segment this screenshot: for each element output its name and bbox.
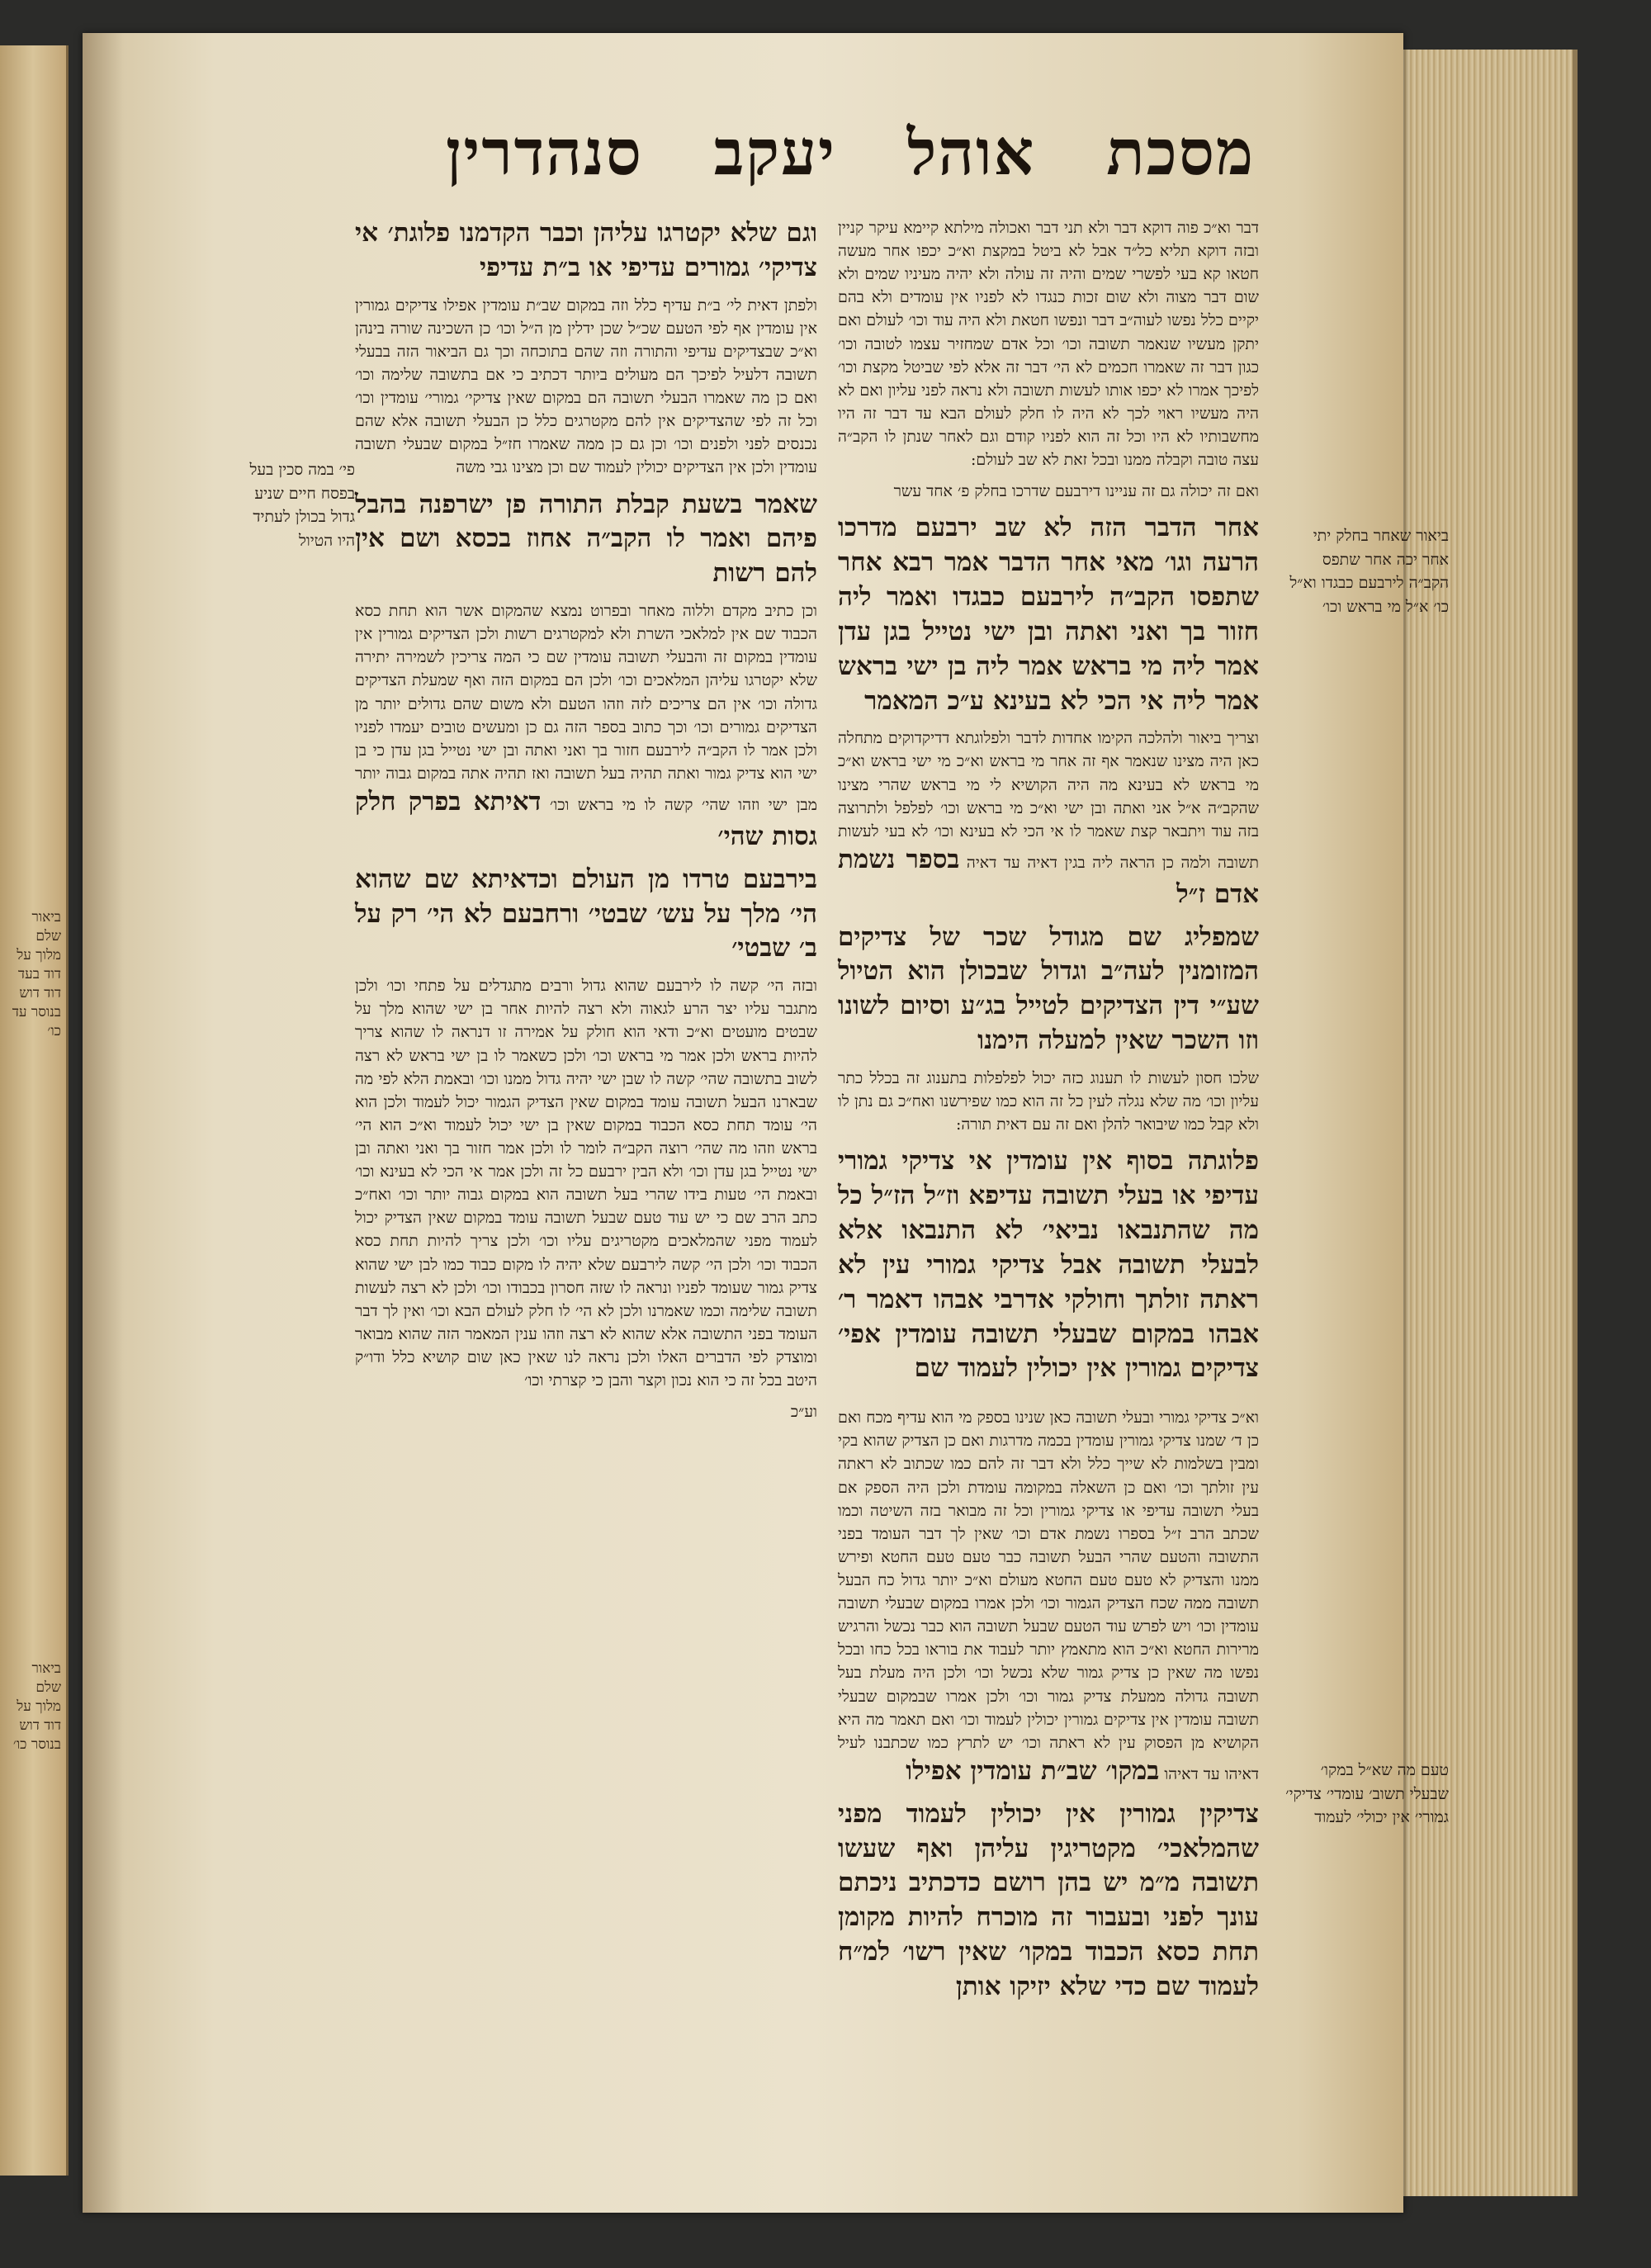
main-text-block: פלוגתה בסוף אין עומדין אי צדיקי גמורי עדיפי או בעלי תשובה עדיפא וז״ל הז״ל כל מה שהתנבאו נביאי׳ לא התנבאו אלא לבעלי תשובה אבל צדיקי גמורי עין לא ראתה זולתך וחולקי אדרבי אבהו דאמר ר׳ אבהו במקום שבעלי תשובה עומדין אפי׳ צדיקים גמורין אין יכולין לעמוד שם (838, 1146, 1259, 1384)
commentary-block: ואם זה יכולה גם זה עניינו דירבעם שדרכו בחלק פ׳ אחד עשר (893, 482, 1259, 501)
commentary-block (838, 1406, 1259, 1788)
main-text-block: צדיקין גמורין אין יכולין לעמוד מפני שהמלאכי׳ מקטריגין עליהן ואף שעשו תשובה מ״מ יש בהן רושם כדכתיב ניכתם עונך לפני ובעבור זה מוכרח להיות מקומן תחת כסא הכבוד במקו׳ שאין רשו׳ למ״ח לעמוד שם כדי שלא יזיקו אותן (838, 1798, 1259, 2001)
commentary-block (355, 599, 817, 855)
main-text-inline: במקו׳ שב״ת עומדין אפילו (906, 1755, 1160, 1786)
commentary-block: וע״כ (790, 1403, 817, 1422)
commentary-block: דבר וא״כ פוה דוקא דבר ולא תני דבר ואכולה מילתא קיימא עיקר קניין ובזה דוקא תליא כל״ד אבל לא ביטל במקצת וא״כ יכפו אחר מעשה חטאו קא בעי לפשרי שמים והיה זה עולה ולא יהיה מעיניו שמים ולא שום דבר מצוה ולא שום זכות כנגדו לא לפניו אין עומדים ולא בהם יקיים כלל נפשו לעוה״ב דבר ונפשו חטאת ולא היה עוד וכו׳ לעולם ואם יתקן מעשיו שנאמר תשובה וכו׳ וכל אדם שמחזיר עצמו לטובה וכו׳ כגון דבר זה שאמרו חכמים לא הי׳ דבר זה אלא לפי שביטל מקצת וכו׳ לפיכך אמרו לא יכפו אותו לעשות תשובה ולא נראה לפני עליון ואם לא היה מעשיו ראוי לכך לא היה לו חלק לעולם הבא עד דבר זה היו מחשבותיו לא היו וכל זה הוא לפניו קודם וגם לאחר שנתן לו הקב״ה עצה טובה וקבלה ממנו ובכל זאת לא שב לעולם: (838, 219, 1259, 470)
left-margin-note: פי׳ במה סכין בעל בפסח חיים שניע גדול בכולן לעתיד היו הטיול (249, 461, 355, 550)
right-margin-note-upper: ביאור שאחר בחלק יתי אחר יכה אחר שתפס הקב״ה לירבעם כבגדו וא״ל כו׳ א״ל מי בראש וכו׳ (1289, 527, 1449, 616)
commentary-text: וצריך ביאור ולהלכה הקימו אחדות לדבר ולפלוגתא דדיקדוקים מתחלה כאן היה מצינו שנאמר אף זה אחר מי בראש וא״כ מי ישי בראש וא״כ מי בראש לא בעינא מה היה הקושיא לי מי בראש שהרי מצינו שהקב״ה א״ל אני ואתה ובן ישי וא״כ מי בראש וכו׳ לפלפל ולתרוצה בזה עוד ויתבאר קצת שאמר לו אי הכי לא בעינא וכו׳ לא בעי לעשות תשובה ולמה כן הראה ליה בגין דאיה עד דאיה (838, 729, 1259, 872)
book-fore-edge (1395, 50, 1578, 2196)
commentary-block: שלכו חסון לעשות לו תענוג כזה יכול לפלפלות בתענוג זה בכלל כתר עליון וכו׳ מה שלא נגלה לעין כל זה הוא כמו שפירשנו ואח״כ גם נתן לו ולא קבל כמו שיבואר להלן ואם זה עם דאית תורה: (838, 1068, 1260, 1134)
right-text-column (838, 216, 1259, 2013)
commentary-text: וא״כ צדיקי גמורי ובעלי תשובה כאן שנינו בספק מי הוא עדיף מכח ואם כן ד׳ שמנו צדיקי גמורין עומדין בכמה מדרגות ואם כן הצדיק שהוא בקי ומבין בשלמות לא שייך כלל ולא דבר זה להם כמו שכתוב לא ראתה עין זולתך וכו׳ ואם כן השאלה במקומה עומדת ולכן היה הספק אם בעלי תשובה עדיפי או צדיקי גמורין וכל זה מבואר בזה השיטה וכמו שכתב הרב ז״ל בספרו נשמת אדם וכו׳ שאין לך דבר העומד בפני התשובה והטעם שהרי הבעל תשובה כבר טעם טעם החטא ופירש ממנו והצדיק לא טעם טעם החטא מעולם וא״כ יותר גדול כח הבעל תשובה ממה שכח הצדיק הגמור וכו׳ ולכן אמרו במקום שבעלי תשובה עומדין וכו׳ ויש לפרש עוד הטעם שבעל תשובה הוא כבר נכשל והרגיש מרירות החטא וא״כ הוא מתאמץ יותר לעבוד את בוראו בכל כחו ובכל נפשו מה שאין כן צדיק גמור שלא נכשל וכו׳ ולכן היה מעלת בעל תשובה גדולה ממעלת צדיק גמור וכו׳ ולכן אמרו שבמקום שבעלי תשובה עומדין אין צדיקים גמורין יכולין לעמוד וכו׳ ואם תאמר מה היא הקושיא מן הפסוק עין לא ראתה וכו׳ יש לתרץ כמו שכתבנו לעיל דאיהו עד דאיהו (838, 1409, 1259, 1783)
gutter-shadow (83, 33, 124, 2213)
main-text-block: שמפליג שם מגודל שכר של צדיקים המזומנין לעה״ב וגדול שבכולן הוא הטיול שע״י דין הצדיקים לטייל בג״ע וסיום לשונו וזו השכר שאין למעלה הימנו (838, 921, 1259, 1056)
previous-page-edge (0, 45, 69, 2176)
header-word-sanhedrin: סנהדרין (446, 116, 643, 189)
header-word-masechet: מסכת (1106, 116, 1255, 189)
previous-page-note-upper: ביאור שלם מלוך על דוד בעד דוד דוש בנוסר עד כו׳ (12, 909, 61, 1039)
main-text-block: אחר הדבר הזה לא שב ירבעם מדרכו הרעה וגו׳ מאי אחר הדבר אמר רבא אחר שתפסו הקב״ה לירבעם כבגדו ואמר ליה חזור בך ואני ואתה ובן ישי נטייל בגן עדן אמר ליה מי בראש אמר ליה בן ישי בראש אמר ליה אי הכי לא בעינא ע״כ המאמר (838, 513, 1259, 716)
main-text-block: בירבעם טרדו מן העולם וכדאיתא שם שהוא הי׳ מלך על עש׳ שבטי׳ ורחבעם לא הי׳ רק על ב׳ שבטי׳ (355, 864, 817, 964)
main-text-inline: בספר נשמת אדם ז״ל (838, 844, 1259, 909)
main-text-block: שאמר בשעת קבלת התורה פן ישרפנה בהבל פיהם ואמר לו הקב״ה אחוז בכסא ושם אין להם רשות (355, 489, 817, 589)
commentary-block: ובזה הי׳ קשה לו לירבעם שהוא גדול ורבים מתגדלים על פתחי וכו׳ ולכן מתגבר עליו יצר הרע לגאוה ולא רצה להיות אחר בן ישי שהוא מלך על שבטים מועטים וא״כ ודאי הוא חולק על אמירה זו דנראה לו שהוא צריך להיות בראש ולכן אמר מי בראש וכו׳ ולכן כשאמר לו בן ישי בראש לא רצה לשוב בתשובה שהי׳ קשה לו שבן ישי יהיה גדול ממנו וכו׳ ובאמת הלא לפי מה שבארנו הבעל תשובה עומד במקום שאין הצדיק הגמור יכול לעמוד ולכן הוא הי׳ עומד תחת כסא הכבוד במקום שאין בן ישי יכול לעמוד וא״כ הוא הי׳ בראש וזהו מה שהי׳ רוצה הקב״ה לומר לו ולכן אמר חזור בך ואני ואתה ובן ישי נטייל בגן עדן וכו׳ ולא הבין ירבעם כל זה ולכן אמר אי הכי לא בעינא וכו׳ ובאמת הי׳ טעות בידו שהרי בעל תשובה הוא במקום גבוה יותר וכו׳ ואח״כ כתב הרב שם כי יש עוד טעם שבעל תשובה עומד במקום שאין הצדיק יכול לעמוד מפני שהמלאכים מקטריגים עליו וכו׳ ולכן צריך להיות תחת כסא הכבוד וכו׳ ולכן הי׳ קשה לירבעם שלא יהיה לו מקום כבוד כמו לבן ישי שהוא צדיק גמור שעומד לפניו ונראה לו שזה חסרון בכבודו וכו׳ ולכן לא רצה לעשות תשובה שלימה וכמו שאמרנו ולכן לא הי׳ לו חלק לעולם הבא וכו׳ ואין לך דבר העומד בפני התשובה אלא שהוא לא רצה וזהו ענין המאמר הזה שהוא מבואר ומוצדק לפי הדברים האלו ולכן נראה לנו שאין כאן שום קושיא כלל ודו״ק היטב בכל זה כי הוא נכון וקצר והבן כי קצרתי וכו׳ (355, 977, 817, 1390)
header-word-ohel: אוהל (906, 116, 1036, 189)
right-margin-note-lower: טעם מה שא״ל במקו׳ שבעלי תשוב׳ עומדי׳ צדיקי׳ גמורי׳ אין יכולי׳ לעמוד (1285, 1761, 1449, 1826)
previous-page-note-lower: ביאור שלם מלוך על דוד דוש בנוסר כו׳ (12, 1660, 61, 1753)
main-text-inline: דאיתא בפרק חלק גסות שהי׳ (355, 786, 817, 851)
running-header (446, 116, 1255, 190)
header-word-yaakov: יעקב (713, 116, 836, 189)
commentary-block (838, 727, 1259, 911)
left-text-column (355, 216, 817, 1432)
commentary-block: ולפתן דאית לי׳ ב״ת עדיף כלל וזה במקום שב״ת עומדין אפילו צדיקים גמורין אין עומדין אף לפי הטעם שכ״ל שכן ידלין מן ה״ל וכו׳ כן השכינה שורה בינהן וא״כ שבצדיקים עדיפי והתורה וזה שהם בתוכחה וכך גם הביאור הזה בבעלי תשובה דלעיל לפיכך הם מעולים ביותר דכתיב כי אם בתשובה שלימה וכו׳ ואם כן מה שאמרו הבעלי תשובה הם במקום שאין צדיקי׳ גמורי׳ עומדין וכו׳ וכל זה לפי שהצדיקים אין להם מקטרגים כלל כן הבעלי תשובה אלא שהם נכנסים לפני ולפנים וכו׳ וכן גם כן ממה שאמרו חז״ל במקום שבעלי תשובה עומדין ולכן אין הצדיקים יכולין לעמוד שם וכן מצינו גבי משה (355, 296, 817, 477)
commentary-text: וכן כתיב מקדם וללוה מאחר ובפרוט נמצא שהמקום אשר הוא תחת כסא הכבוד שם אין למלאכי השרת ולא למקטרגים רשות ולכן הצדיקים גמורין אין עומדין במקום זה והבעלי תשובה עומדין שם כי המה צריכין לשמירה יתירה שלא יקטרגו עליהן המלאכים וכו׳ ולכן הם במקום הזה ואף שמעלת הצדיקים גדולה וכו׳ אין הם צריכים לזה וזהו הטעם ולא משום שהם גדולים יותר מן הצדיקים גמורים וכו׳ וכך כתוב בספר הזה גם כן ומעשים טובים יעמדו לפניו ולכן אמר לו הקב״ה לירבעם חזור בך ואני ואתה ובן ישי נטייל בגן עדן כי בן ישי הוא צדיק גמור ואתה תהיה בעל תשובה ואז תהיה אתה במקום גבוה יותר מבן ישי וזהו שהי׳ קשה לו מי בראש וכו׳ (355, 602, 817, 814)
main-text-block: וגם שלא יקטרגו עליהן וכבר הקדמנו פלוגת׳ אי צדיקי׳ גמורים עדיפי או ב״ת עדיפי (355, 218, 817, 282)
